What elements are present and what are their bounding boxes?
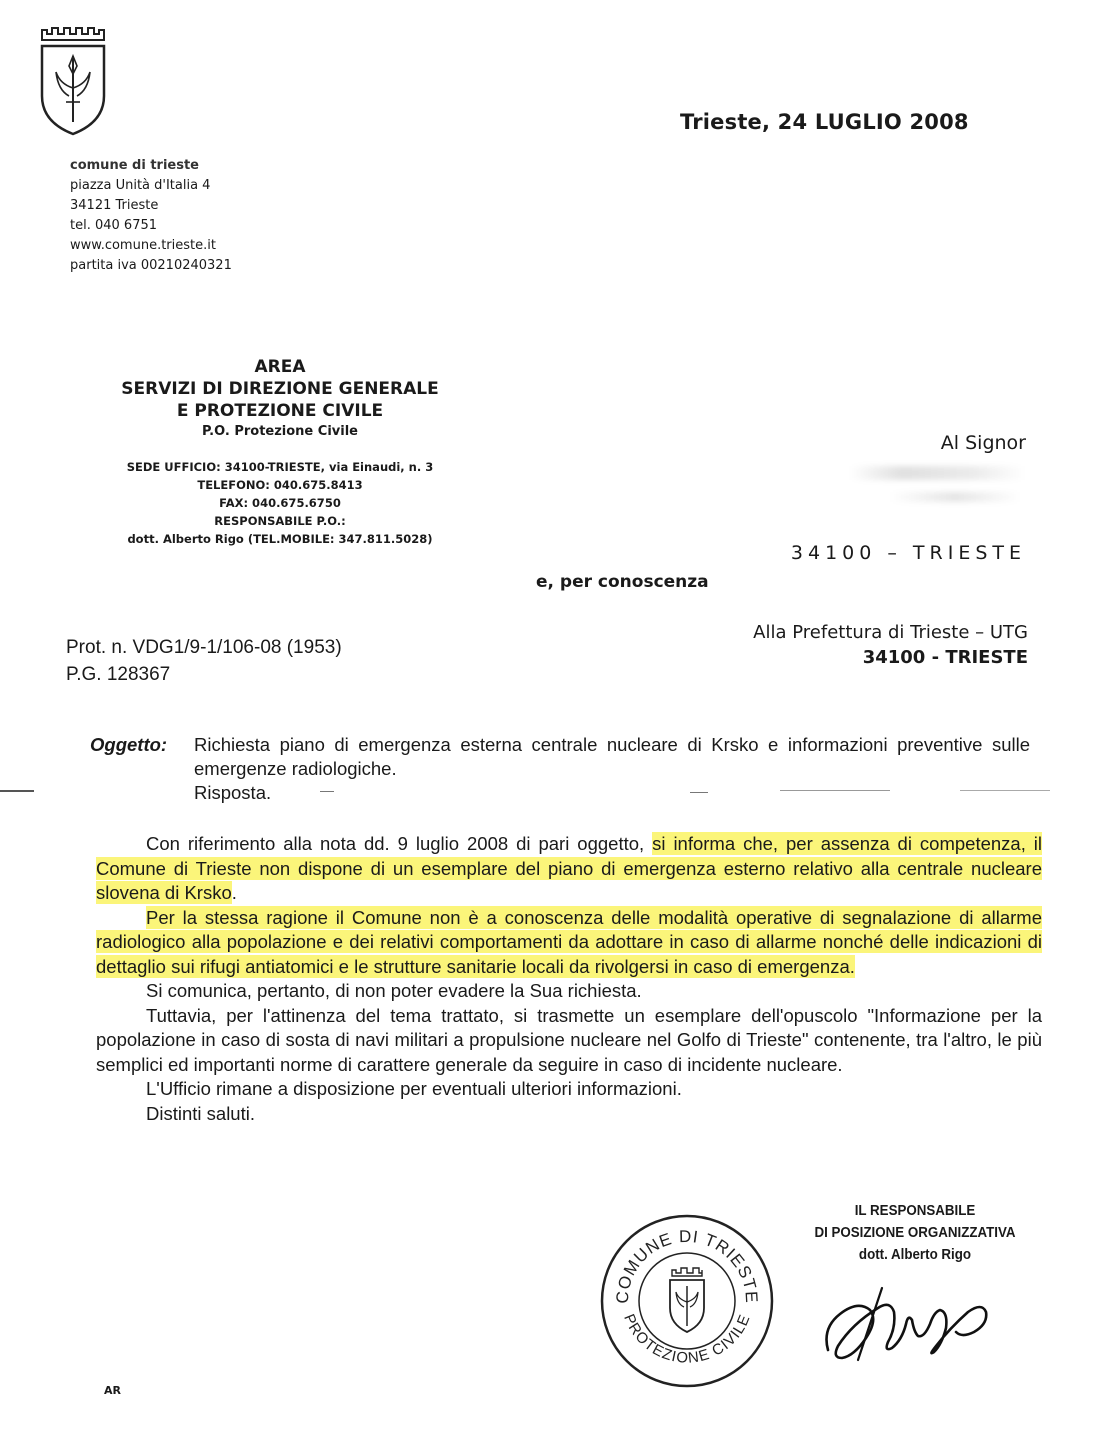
official-stamp-icon <box>598 1212 776 1390</box>
letterhead-address <box>70 156 232 276</box>
dept-manager: dott. Alberto Rigo (TEL.MOBILE: 347.811.5028) <box>127 532 433 546</box>
body-p1-intro: Con riferimento alla nota dd. 9 luglio 2008 di pari oggetto, <box>146 833 645 854</box>
cc-recipient-city: 34100 - TRIESTE <box>862 647 1028 668</box>
org-website: www.comune.trieste.it <box>70 238 216 253</box>
body-paragraph-3: Si comunica, pertanto, di non poter evadere la Sua richiesta. <box>146 980 642 1001</box>
org-name: comune di trieste <box>70 158 199 173</box>
subject-block <box>90 733 1030 805</box>
dept-fax: FAX: 040.675.6750 <box>219 496 341 510</box>
stamp-top-text: COMUNE DI TRIESTE <box>612 1226 762 1305</box>
subject-text: Richiesta piano di emergenza esterna centrale nucleare di Krsko e informazioni preventive sulle emergenze radiologiche. <box>194 734 1030 779</box>
cc-recipient <box>640 620 1028 670</box>
org-vat: partita iva 00210240321 <box>70 258 232 273</box>
signer-title: IL RESPONSABILE <box>854 1203 976 1219</box>
protocol-number: Prot. n. VDG1/9-1/106-08 (1953) <box>66 637 342 658</box>
dept-area: AREA <box>254 357 306 377</box>
scan-mark <box>320 791 334 792</box>
letter-body <box>96 832 1042 1126</box>
stamp-bottom-text: PROTEZIONE CIVILE <box>620 1311 754 1367</box>
scan-mark <box>0 790 34 792</box>
scan-mark <box>690 792 708 793</box>
scan-mark <box>960 790 1050 791</box>
body-paragraph-2 <box>96 906 1042 980</box>
handwritten-signature <box>818 1268 998 1378</box>
subject-reply: Risposta. <box>194 782 272 803</box>
body-p1-end: . <box>231 882 237 903</box>
org-street: piazza Unità d'Italia 4 <box>70 178 211 193</box>
signer-name: dott. Alberto Rigo <box>858 1247 972 1263</box>
body-paragraph-5: L'Ufficio rimane a disposizione per eventuali ulteriori informazioni. <box>146 1078 682 1099</box>
body-p1-highlight: si informa che, per assenza di competenza, il Comune di Trieste non dispone di un esemplare del piano di emergenza esterno relativo alla centrale nucleare slovena di Krsko <box>96 833 1043 903</box>
department-block <box>40 356 520 548</box>
cc-label: e, per conoscenza <box>536 572 709 592</box>
signer-role: DI POSIZIONE ORGANIZZATIVA <box>814 1225 1016 1241</box>
dept-civil-protection: E PROTEZIONE CIVILE <box>176 401 384 421</box>
dept-manager-label: RESPONSABILE P.O.: <box>214 514 346 528</box>
scan-mark <box>780 790 890 791</box>
signer-block <box>791 1200 1039 1266</box>
body-p2-highlight: Per la stessa ragione il Comune non è a conoscenza delle modalità operative di segnalazione di allarme radiologico alla popolazione e dei relativi comportamenti da adottare in caso di allarme nonché delle indicazioni di dettaglio sui rifugi antiatomici e le strutture sanitarie locali da rivolgersi in caso di emergenza. <box>96 906 1042 977</box>
typist-initials: AR <box>104 1384 121 1397</box>
protocol-pg: P.G. 128367 <box>66 664 171 685</box>
dept-phone: TELEFONO: 040.675.8413 <box>197 478 363 492</box>
recipient-salutation: Al Signor <box>940 432 1026 454</box>
org-phone: tel. 040 6751 <box>70 218 158 233</box>
dept-po: P.O. Protezione Civile <box>202 424 358 439</box>
dept-contacts <box>40 458 520 548</box>
body-paragraph-6: Distinti saluti. <box>146 1102 255 1124</box>
redacted-recipient-name <box>850 466 1025 480</box>
protocol-block <box>66 634 342 688</box>
dept-services: SERVIZI DI DIREZIONE GENERALE <box>121 379 439 399</box>
recipient-city: 34100 – TRIESTE <box>790 542 1026 564</box>
org-postal: 34121 Trieste <box>70 198 159 213</box>
place-date: Trieste, 24 LUGLIO 2008 <box>680 110 969 134</box>
body-paragraph-1 <box>96 832 1042 906</box>
subject-label: Oggetto: <box>90 734 168 755</box>
cc-recipient-name: Alla Prefettura di Trieste – UTG <box>753 622 1028 643</box>
trieste-crest-icon <box>38 18 108 138</box>
body-paragraph-4: Tuttavia, per l'attinenza del tema trattato, si trasmette un esemplare dell'opuscolo "Informazione per la popolazione in caso di sosta di navi militari a propulsione nucleare nel Golfo di Trieste" contenente, tra l'altro, le più semplici ed importanti norme di carattere generale da seguire in caso di incidente nucleare. <box>96 1004 1042 1075</box>
dept-office: SEDE UFFICIO: 34100-TRIESTE, via Einaudi, n. 3 <box>126 460 434 474</box>
redacted-recipient-address <box>890 492 1020 502</box>
